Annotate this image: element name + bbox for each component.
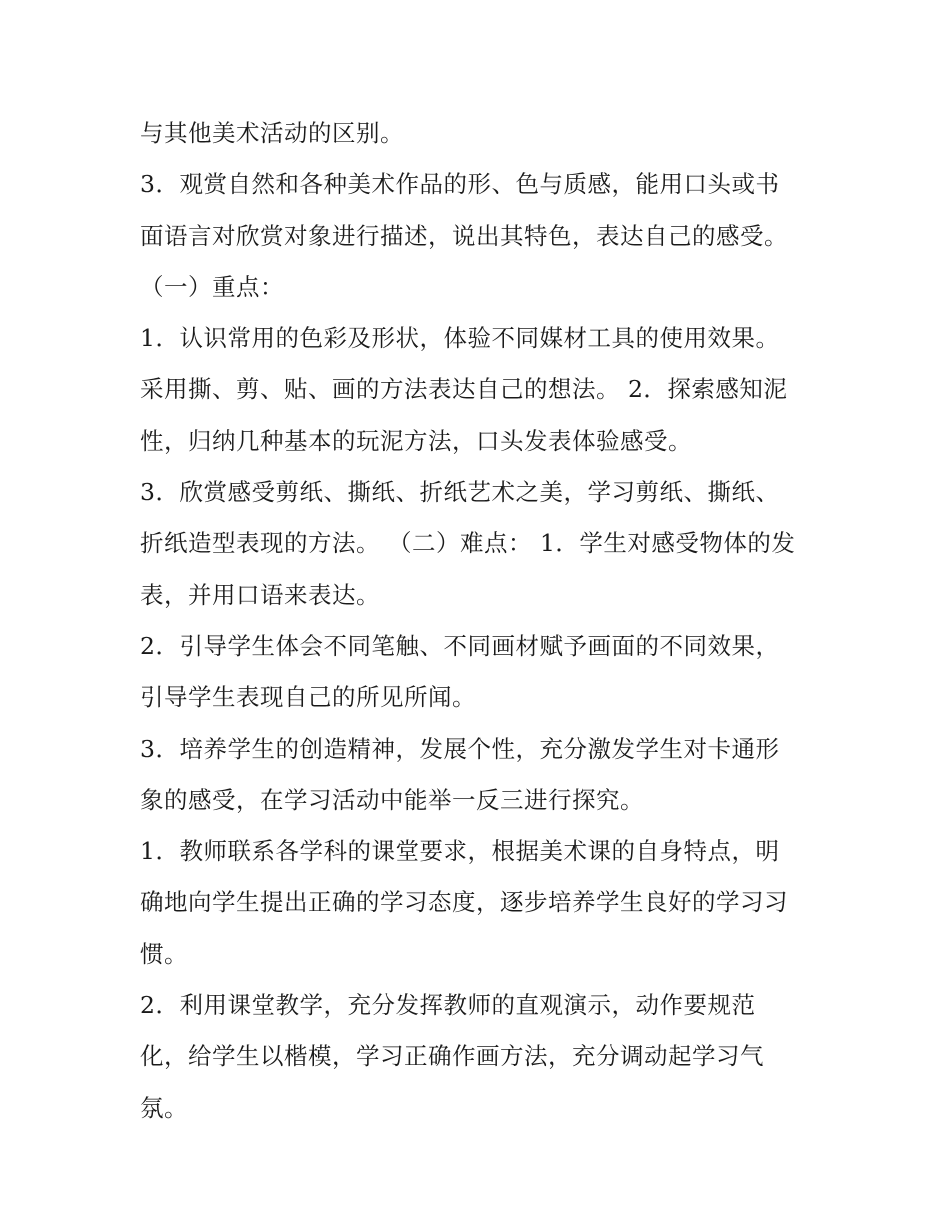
text-line: 性，归纳几种基本的玩泥方法，口头发表体验感受。: [140, 426, 692, 455]
text-line: （一）重点：: [140, 272, 284, 301]
text-line: 面语言对欣赏对象进行描述，说出其特色，表达自己的感受。: [140, 221, 788, 250]
text-line: 引导学生表现自己的所见所闻。: [140, 683, 476, 712]
text-line: 3．观赏自然和各种美术作品的形、色与质感，能用口头或书: [140, 170, 780, 199]
text-line: 折纸造型表现的方法。 （二）难点： 1．学生对感受物体的发: [140, 529, 796, 558]
text-line: 2．引导学生体会不同笔触、不同画材赋予画面的不同效果，: [140, 631, 780, 660]
text-line: 氛。: [140, 1093, 188, 1122]
text-line: 采用撕、剪、贴、画的方法表达自己的想法。 2．探索感知泥: [140, 375, 788, 404]
text-line: 1．认识常用的色彩及形状，体验不同媒材工具的使用效果。: [140, 324, 780, 353]
text-line: 与其他美术活动的区别。: [140, 119, 404, 147]
text-line: 表，并用口语来表达。: [140, 580, 380, 609]
text-line: 3．欣赏感受剪纸、撕纸、折纸艺术之美，学习剪纸、撕纸、: [140, 478, 780, 507]
text-line: 1．教师联系各学科的课堂要求，根据美术课的自身特点，明: [140, 837, 780, 866]
text-line: 确地向学生提出正确的学习态度，逐步培养学生良好的学习习: [140, 888, 788, 917]
text-line: 化，给学生以楷模，学习正确作画方法，充分调动起学习气: [140, 1042, 764, 1071]
text-line: 2．利用课堂教学，充分发挥教师的直观演示，动作要规范: [140, 991, 756, 1020]
text-line: 惯。: [140, 939, 188, 968]
body-text: [140, 108, 820, 1134]
text-line: 象的感受，在学习活动中能举一反三进行探究。: [140, 785, 644, 814]
text-line: 3．培养学生的创造精神，发展个性，充分激发学生对卡通形: [140, 734, 780, 763]
